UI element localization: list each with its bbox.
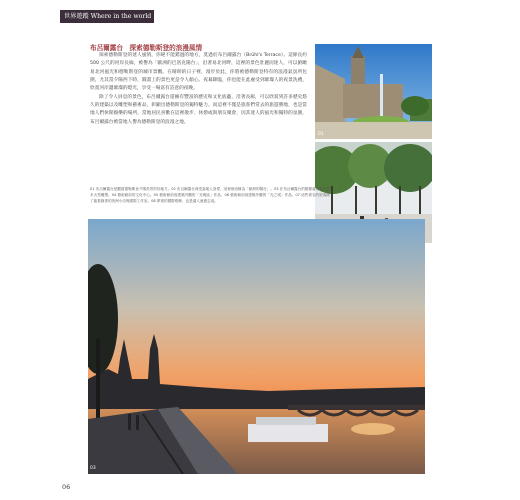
- photo-palace-fountain: [315, 44, 432, 139]
- section-tab: 世界遊蹤 Where in the world: [60, 10, 154, 23]
- photo-captions: 01 布呂爾露台是觀賞德勒斯登夕陽美景的好地方。02 布呂爾露台深受當地人喜愛，這裡被這稱為「歐洲的陽台」。03 在布呂爾露台的階梯處常見有許多大型雕塑。04 藝術館前的文化中心。05 藝術館前庭建築外觀的「光明區」作品，06 藝術館前庭建築外觀的「光之城」作品。07 這些著名的旅客除了能看綠茶的美洲小店與國際工作室。08 夢境的國際燈飾，也是讓人流連忘返。: [90, 187, 330, 203]
- photo-number: 01: [318, 132, 324, 137]
- article-body: [90, 52, 307, 127]
- photo-elbe-sunset: [88, 219, 425, 474]
- paragraph-1: 探索德勒斯登的迷人風情，你絕不能錯過的地方，莫過於布呂爾露台（Brühl's Terrace）。這條長約 500 公尺的河岸長廊，被譽為「歐洲的巴洛克陽台」，沿著易北河畔，這裡的景色壯麗而迷人，可以俯瞰易北河風光和德勒斯登的城市景觀。在晴朗的日子裡，漫步於此，你將被德勒斯登特有的浪漫氣氛所包圍，尤其當夕陽西下時，圓畫上的景色更是令人傾心。夜幕降臨，你也能在此處受到璀璨人的夜景洗禮，欣賞河岸邊璀璨的燈光，享受一場富有詩意的夜晚。: [90, 53, 307, 92]
- page-number: 06: [62, 483, 71, 491]
- photo-number: 03: [90, 466, 96, 471]
- article-title: 布呂爾露台 探索德勒斯登的浪漫風情: [90, 44, 203, 52]
- paragraph-2: 除了令人屏息的景色，布呂爾露台還擁有豐富的歷史和文化底蘊，沿著長廊，可以欣賞到許多歷史悠久的建築以及雕塑和藝術品，彰顯出德勒斯登的獨特魅力。而這裡不僅是旅客們常去的旅遊勝地，也是當地人們休閒娛樂的場所，當地居民喜歡在這裡散步、休憩或與朋友聚會，因其迷人的風光和獨特的氛圍，布呂爾露台被當地人譽為德勒斯登的浪漫之地。: [90, 94, 307, 125]
